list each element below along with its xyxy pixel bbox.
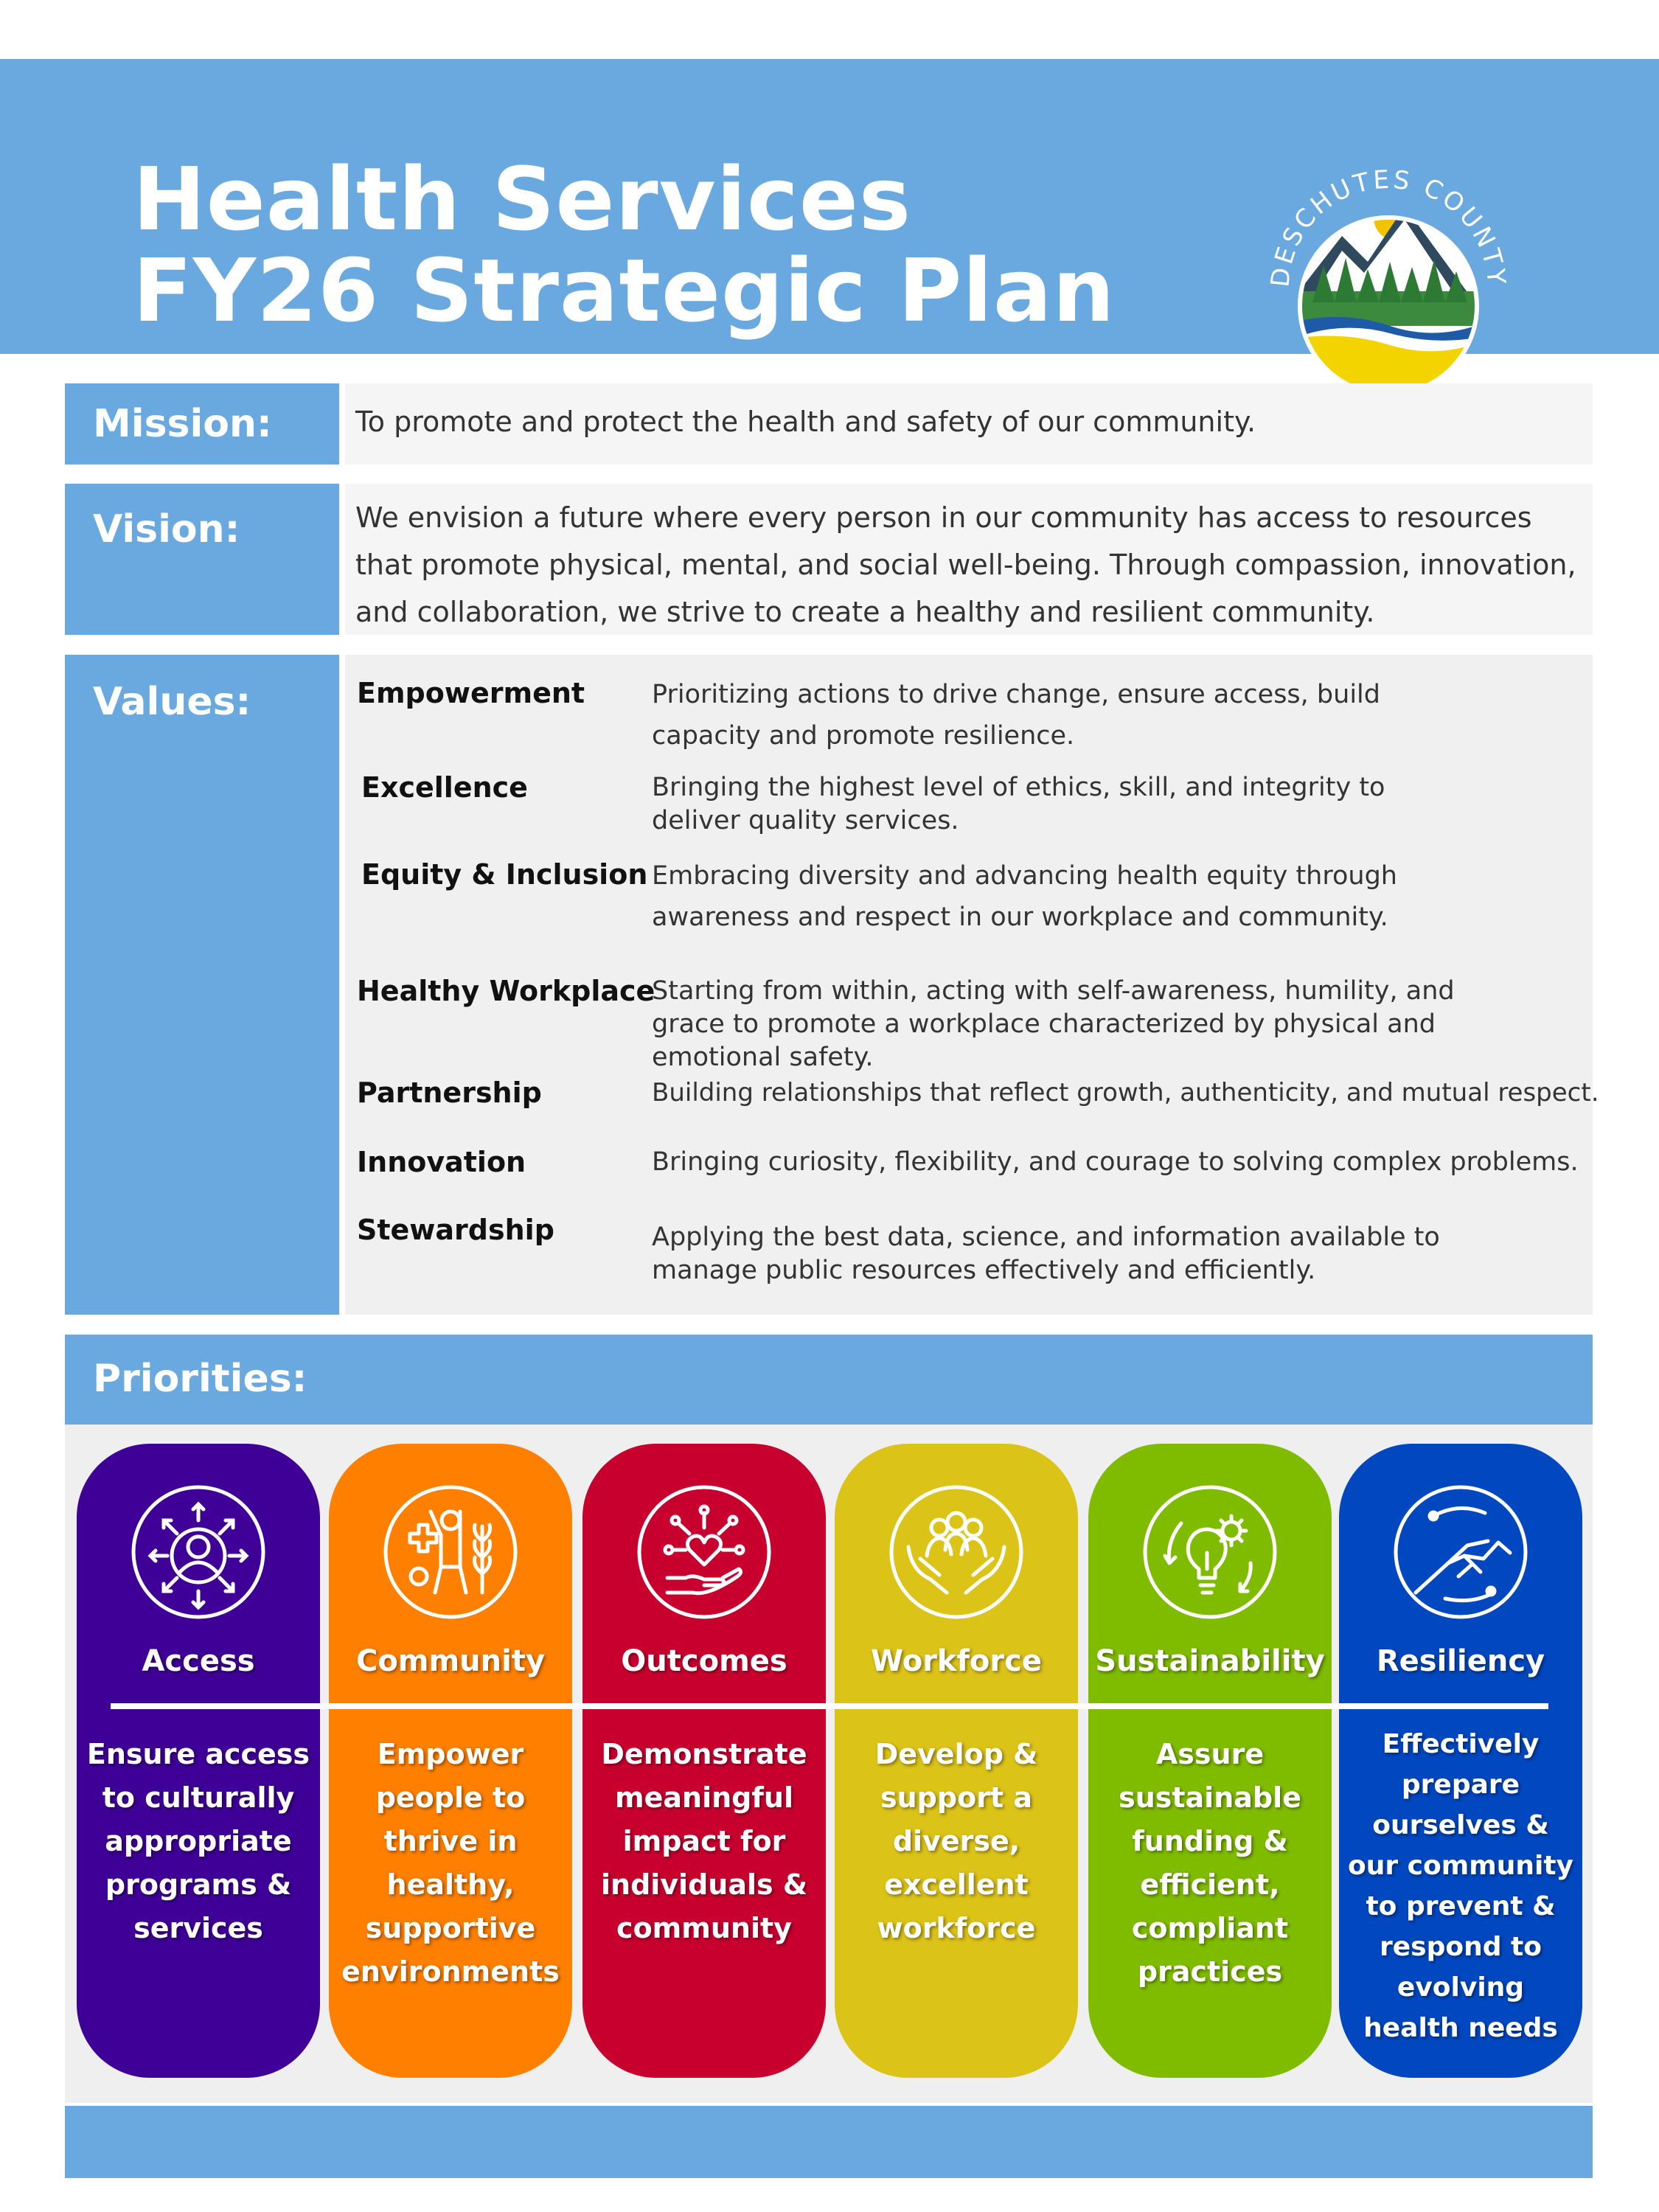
thriving-person-icon <box>380 1482 521 1622</box>
title-line-2: FY26 Strategic Plan <box>133 240 1116 341</box>
card-title: Resiliency <box>1376 1644 1545 1678</box>
mission-content <box>345 383 1593 465</box>
priority-card-community <box>329 1444 572 2078</box>
deschutes-county-logo <box>1239 133 1534 406</box>
page-title <box>133 148 1165 341</box>
value-name: Excellence <box>361 771 528 804</box>
priority-card-sustainability <box>1088 1444 1332 2078</box>
value-name: Healthy Workplace <box>357 975 655 1007</box>
priority-card-outcomes <box>582 1444 826 2078</box>
card-text: Ensure access to culturally appropriate programs & services <box>86 1738 310 1944</box>
card-title: Sustainability <box>1095 1644 1325 1678</box>
card-title: Community <box>355 1644 546 1678</box>
priorities-divider <box>111 1703 1548 1709</box>
vision-text: We envision a future where every person in our community has access to resources that promote physical, mental, and social well-being. Through compassion, innovation, and collaboration, we strive to create a healthy and resilient community. <box>355 501 1576 628</box>
value-name: Empowerment <box>357 677 585 709</box>
priority-card-workforce <box>835 1444 1078 2078</box>
priority-card-access <box>77 1444 320 2078</box>
value-desc: Starting from within, acting with self-awareness, humility, and grace to promote a workplace characterized by physical and emotional safety. <box>652 976 1455 1072</box>
mission-label: Mission: <box>65 383 339 465</box>
value-desc: Prioritizing actions to drive change, ensure access, build capacity and promote resilience. <box>652 680 1380 751</box>
card-text: Effectively prepare ourselves & our community to prevent & respond to evolving health needs <box>1347 1729 1574 2043</box>
logo-text: DESCHUTES COUNTY <box>1265 164 1512 289</box>
card-text: Empower people to thrive in healthy, supportive environments <box>341 1738 560 1988</box>
value-name: Stewardship <box>357 1214 554 1246</box>
title-line-1: Health Services <box>133 148 912 250</box>
card-text: Develop & support a diverse, excellent workforce <box>874 1738 1038 1944</box>
value-name: Innovation <box>357 1146 526 1178</box>
team-hands-icon <box>886 1482 1026 1622</box>
value-desc: Building relationships that reflect growth, authenticity, and mutual respect. <box>652 1078 1599 1107</box>
priorities-label: Priorities: <box>93 1357 307 1401</box>
people-network-icon <box>128 1482 268 1622</box>
vision-label: Vision: <box>65 484 339 635</box>
priorities-header <box>65 1335 1593 1425</box>
header-banner <box>0 59 1659 354</box>
card-text: Assure sustainable funding & efficient, compliant practices <box>1119 1738 1301 1988</box>
value-name: Equity & Inclusion <box>361 858 648 891</box>
helping-hand-icon <box>1391 1482 1531 1622</box>
value-desc: Embracing diversity and advancing health equity through awareness and respect in our workplace and community. <box>652 861 1397 932</box>
values-label: Values: <box>65 655 339 1315</box>
priority-card-resiliency <box>1339 1444 1582 2078</box>
card-title: Access <box>142 1644 255 1678</box>
lightbulb-gear-icon <box>1140 1482 1280 1622</box>
mission-text: To promote and protect the health and safety of our community. <box>355 406 1256 438</box>
value-desc: Bringing the highest level of ethics, skill, and integrity to deliver quality services. <box>652 773 1385 835</box>
heart-hand-icon <box>634 1482 774 1622</box>
card-text: Demonstrate meaningful impact for individuals & community <box>600 1738 807 1944</box>
values-content <box>345 655 1599 1315</box>
value-desc: Applying the best data, science, and information available to manage public resources effectively and efficiently. <box>652 1222 1440 1285</box>
value-desc: Bringing curiosity, flexibility, and courage to solving complex problems. <box>652 1147 1579 1177</box>
card-title: Outcomes <box>621 1644 787 1678</box>
card-title: Workforce <box>871 1644 1042 1678</box>
value-name: Partnership <box>357 1077 542 1109</box>
vision-content <box>345 484 1593 635</box>
footer-bar <box>65 2106 1593 2178</box>
